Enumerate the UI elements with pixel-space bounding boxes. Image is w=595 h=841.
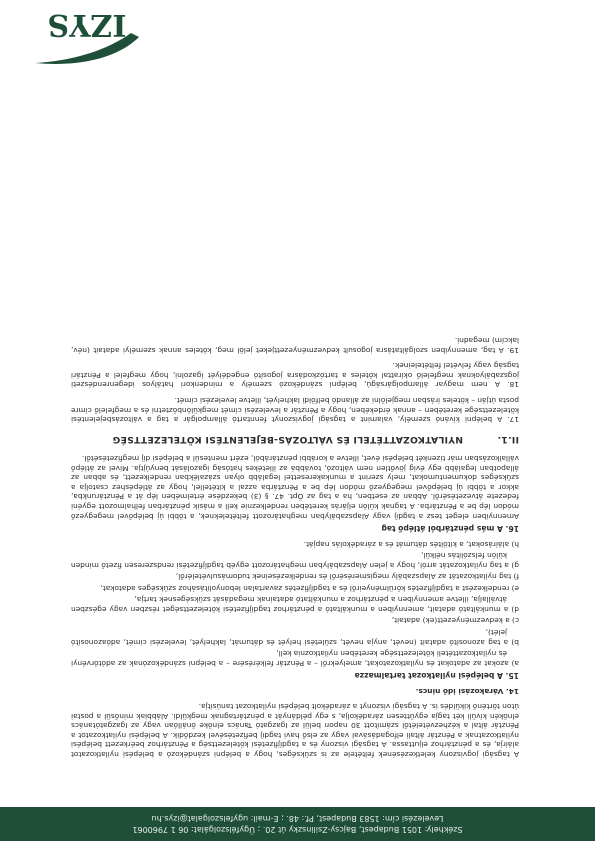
list-item: c) a kedvezményezett(ek) adatait, — [391, 616, 519, 626]
logo-wordmark: IZYS — [47, 7, 127, 42]
paragraph-17: 17. A belépni kívánó személy, valamint a tagsági jogviszonyt fenntartó állampolgár a tag a változásbejelentési kötelezettsége keretében – annak érdekében, hogy a Pénztár a levelezési címét megkülönböztetni és a megfelelő címre posta útján – köteles írásban megjelölni az állandó belföldi lakhelyét, illetve levelezési címét. — [71, 396, 519, 425]
section-title: NYILATKOZATTÉTELI ÉS VÁLTOZÁS-BEJELENTÉSI KÖTELEZETTSÉG — [112, 433, 463, 445]
list-item: h) aláírásokat, a kitöltés dátumát és a záradékolás napját. — [303, 539, 519, 549]
heading-16: 16. A más pénztárból átlépő tag — [381, 524, 519, 534]
paragraph-membership-start: A tagsági jogviszony keletkezésének feltétele az is szükséges, hogy a belépni szándékozó a belépési nyilatkozatot aláírja, és a pénztárhoz eljuttassa. A tagsági viszony és a tagdíjfizetési kötelezettség a Pénztárhoz beérkezett belépési nyilatkozatnak a Pénztár általi elfogadásával vagy az első havi tagdíj befizetésével kezdődik. A belépési nyilatkozatot a Pénztár által a kézhezvételétől számított 30 napon belül az Igazgató Tanács elnöke önállóan vagy az Igazgatótanács elnökén kívüli két tagja együttesen záradékolja, s egy példányát a pénztártagnak megküldi. Alábbiak minősül a postai úton történő kiküldés is. A tagsági viszonyt a záradékolt belépési nyilatkozat tanúsítja. — [71, 702, 519, 759]
list-item: f) tag nyilatkozatát az Alapszabály megismeréséről és rendelkezéseinek tudomásulvételéről, — [175, 572, 519, 582]
paragraph-14: 14. Várakozási idő nincs. — [415, 686, 519, 696]
footer-contact-line: Levelezési cím: 1583 Budapest, Pf.: 48. ; E-mail: ugyfelszolgalat@izys.hu — [151, 814, 444, 823]
list-15 — [71, 539, 519, 668]
list-item: d) a munkáltató adatait, amennyiben a munkáltató a pénztárhoz tagdíjfizetési kötelezettséget részben vagy egészben átvállalja, illetve amennyiben a pénztárhoz a munkáltató adatainak megadását szükségesnek tartja, — [71, 595, 519, 614]
paragraph-16: Amennyiben eleget tesz a tagdíj vagy Alapszabályban meghatározott feltételeknek, a többi új belépővel megegyező módon lép be a Pénztárba. A tagnak külön eljárás keretében rendelkeznie kell a másik pénztárban felhalmozott egyéni fedezete átvezetéséről. Abban az esetben, ha a tag az Öpt. 47. § (3) bekezdése értelmében lép át a Pénztárunkba, akkor a többi új belépővel megegyező módon lép be a Pénztárba azzal a kitétellel, hogy az átlépéshez csatolja a szükséges dokumentumokat, mely szerint a munkakeresettel legalább olyan százalékban rendelkezett, és abban az állapotban legalább egy évig jövőtlen nem változó, továbbá az illetékes hatóság igazolását benyújtja. Mivel az átlépő vállalkozásban már tizenkét belépési évet, illetve a korábbi pénztárából, ezért mentesül a belépési díj megfizetésétől. — [71, 454, 519, 521]
section-heading — [71, 434, 519, 444]
list-item: e) rendelkezést a tagdíjfizetés körülményeiről és a tagdíjfizetés zavartalan lebonyolításához szükséges adatokat, — [100, 583, 519, 593]
list-item: b) a tag azonosító adatait (nevét, anyja nevét, születési helyét és dátumát, lakhelyét, levelezési címét, adóazonosító jelét), — [71, 627, 519, 647]
footer-address-line: Székhely: 1051 Budapest, Bajcsy-Zsilinszky út 20. ; Ügyfélszolgálat: 06 1 7960061 — [132, 825, 463, 834]
izys-logo — [27, 5, 147, 77]
document-body — [71, 330, 519, 759]
list-item: g) a tag nyilatkozatát arról, hogy a jelen Alapszabályban meghatározott egyéb tagdíjfizetési rendszeresen fizető minden külön felszólítás nélkül, — [71, 551, 519, 570]
list-item: a) azokat az adatokat és nyilatkozatokat, amelyekről – a Pénztár felkérésére – a belépni szándékozónak az adótörvényi és nyilatkozattételi kötelezettsége keretében nyilatkoznia kell, — [71, 649, 519, 668]
page-footer — [0, 807, 595, 841]
section-number: II.1. — [497, 433, 519, 445]
heading-15: 15. A belépési nyilatkozat tartalmazza — [354, 671, 519, 681]
paragraph-18: 18. A nem magyar állampolgárságú, belépni szándékozó személy a mindenkori hatályos idegenrendészeti jogszabályoknak megfelelő okirattal köteles a tartózkodásra jogosító engedélyét igazolni, hogy megfelel a Pénztári tagság vagy felvétel feltételeinek. — [71, 361, 519, 390]
paragraph-19: 19. A tag, amennyiben szolgáltatásra jogosult kedvezményezettjeket jelöl meg, köteles annak személyi adatait (név, lakcím) megadni. — [71, 336, 519, 355]
